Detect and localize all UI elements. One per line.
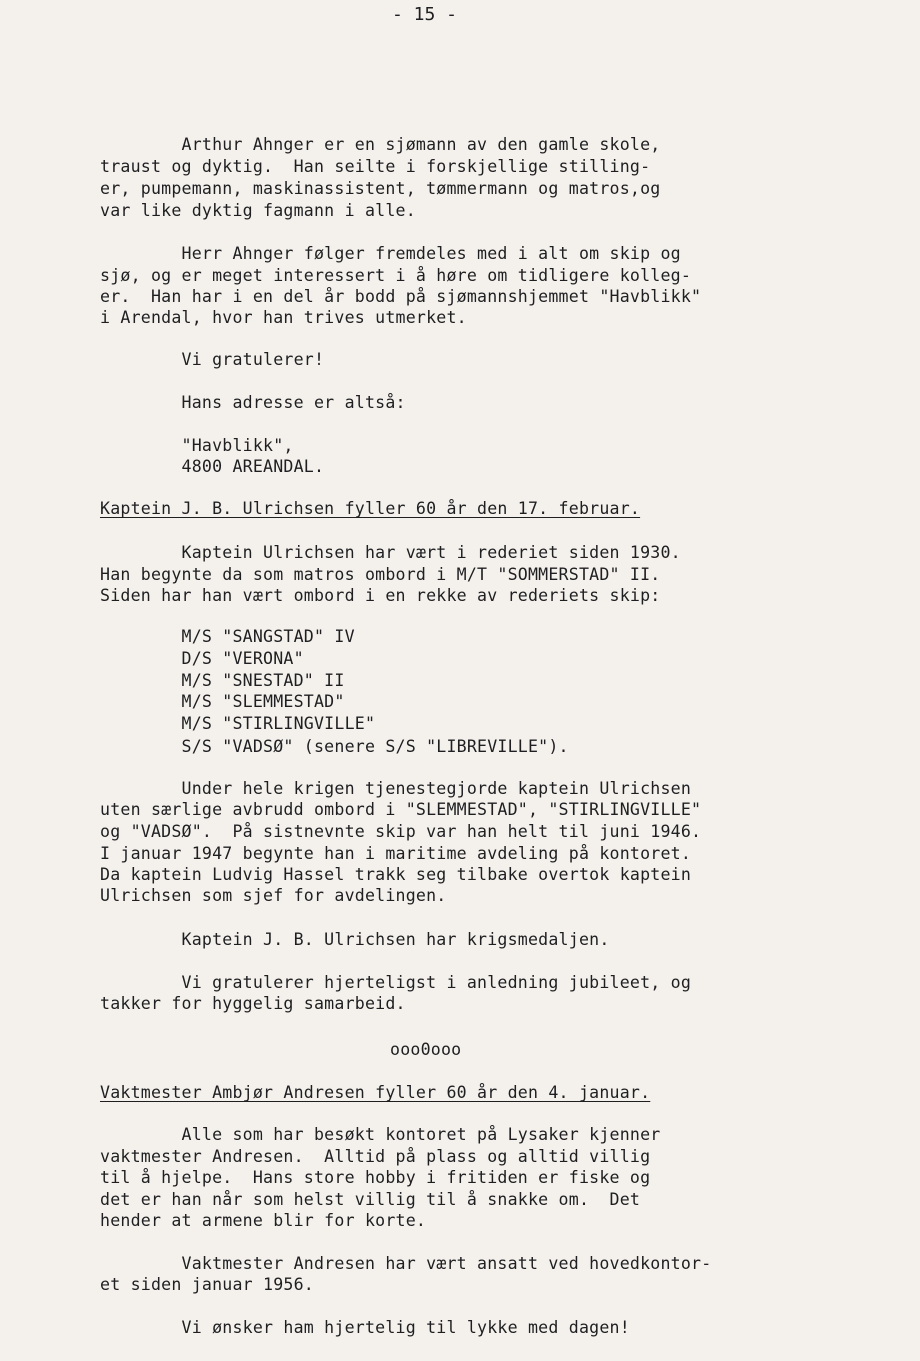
para8-line: Vaktmester Andresen har vært ansatt ved hovedkontor-: [100, 1254, 712, 1273]
para3-line: Kaptein Ulrichsen har vært i rederiet siden 1930.: [100, 543, 681, 562]
para7-line: hender at armene blir for korte.: [100, 1211, 427, 1230]
section-separator: ooo0ooo: [390, 1040, 462, 1059]
section-heading-andresen: Vaktmester Ambjør Andresen fyller 60 år den 4. januar.: [100, 1083, 651, 1102]
para4-line: Da kaptein Ludvig Hassel trakk seg tilbake overtok kaptein: [100, 865, 692, 884]
para3-line: Siden har han vært ombord i en rekke av rederiets skip:: [100, 586, 661, 605]
para8-line: et siden januar 1956.: [100, 1275, 314, 1294]
para1-line: er, pumpemann, maskinassistent, tømmermann og matros,og: [100, 179, 661, 198]
closing-line: Vi ønsker ham hjertelig til lykke med dagen!: [100, 1318, 630, 1337]
para7-line: Alle som har besøkt kontoret på Lysaker kjenner: [100, 1125, 661, 1144]
para2-line: i Arendal, hvor han trives utmerket.: [100, 308, 467, 327]
ship-list-item: S/S "VADSØ" (senere S/S "LIBREVILLE").: [100, 737, 569, 756]
ship-list-item: M/S "STIRLINGVILLE": [100, 714, 376, 733]
para7-line: til å hjelpe. Hans store hobby i fritiden er fiske og: [100, 1168, 651, 1187]
para4-line: og "VADSØ". På sistnevnte skip var han helt til juni 1946.: [100, 822, 702, 841]
address-line: "Havblikk",: [100, 436, 294, 455]
para1-line: var like dyktig fagmann i alle.: [100, 201, 416, 220]
ship-list-item: M/S "SANGSTAD" IV: [100, 627, 355, 646]
ship-list-item: M/S "SLEMMESTAD": [100, 692, 345, 711]
para2-line: er. Han har i en del år bodd på sjømannshjemmet "Havblikk": [100, 287, 702, 306]
section-heading-ulrichsen: Kaptein J. B. Ulrichsen fyller 60 år den 17. februar.: [100, 499, 641, 518]
para4-line: I januar 1947 begynte han i maritime avdeling på kontoret.: [100, 844, 692, 863]
para6-line: Vi gratulerer hjerteligst i anledning jubileet, og: [100, 973, 692, 992]
para1-line: traust og dyktig. Han seilte i forskjellige stilling-: [100, 157, 651, 176]
ship-list-item: M/S "SNESTAD" II: [100, 671, 345, 690]
para4-line: Under hele krigen tjenestegjorde kaptein Ulrichsen: [100, 779, 692, 798]
para4-line: uten særlige avbrudd ombord i "SLEMMESTAD", "STIRLINGVILLE": [100, 800, 702, 819]
ship-list-item: D/S "VERONA": [100, 649, 304, 668]
address-line: 4800 AREANDAL.: [100, 457, 325, 476]
para3-line: Han begynte da som matros ombord i M/T "SOMMERSTAD" II.: [100, 565, 661, 584]
para4-line: Ulrichsen som sjef for avdelingen.: [100, 886, 447, 905]
para2-line: sjø, og er meget interessert i å høre om tidligere kolleg-: [100, 266, 692, 285]
para7-line: det er han når som helst villig til å snakke om. Det: [100, 1190, 641, 1209]
para6-line: takker for hyggelig samarbeid.: [100, 994, 406, 1013]
para5-line: Kaptein J. B. Ulrichsen har krigsmedaljen.: [100, 930, 610, 949]
para1-line: Arthur Ahnger er en sjømann av den gamle skole,: [100, 135, 661, 154]
page-number: - 15 -: [392, 4, 458, 25]
para7-line: vaktmester Andresen. Alltid på plass og alltid villig: [100, 1147, 651, 1166]
address-intro: Hans adresse er altså:: [100, 393, 406, 412]
para2-line: Herr Ahnger følger fremdeles med i alt om skip og: [100, 244, 681, 263]
congrats-line: Vi gratulerer!: [100, 350, 325, 369]
